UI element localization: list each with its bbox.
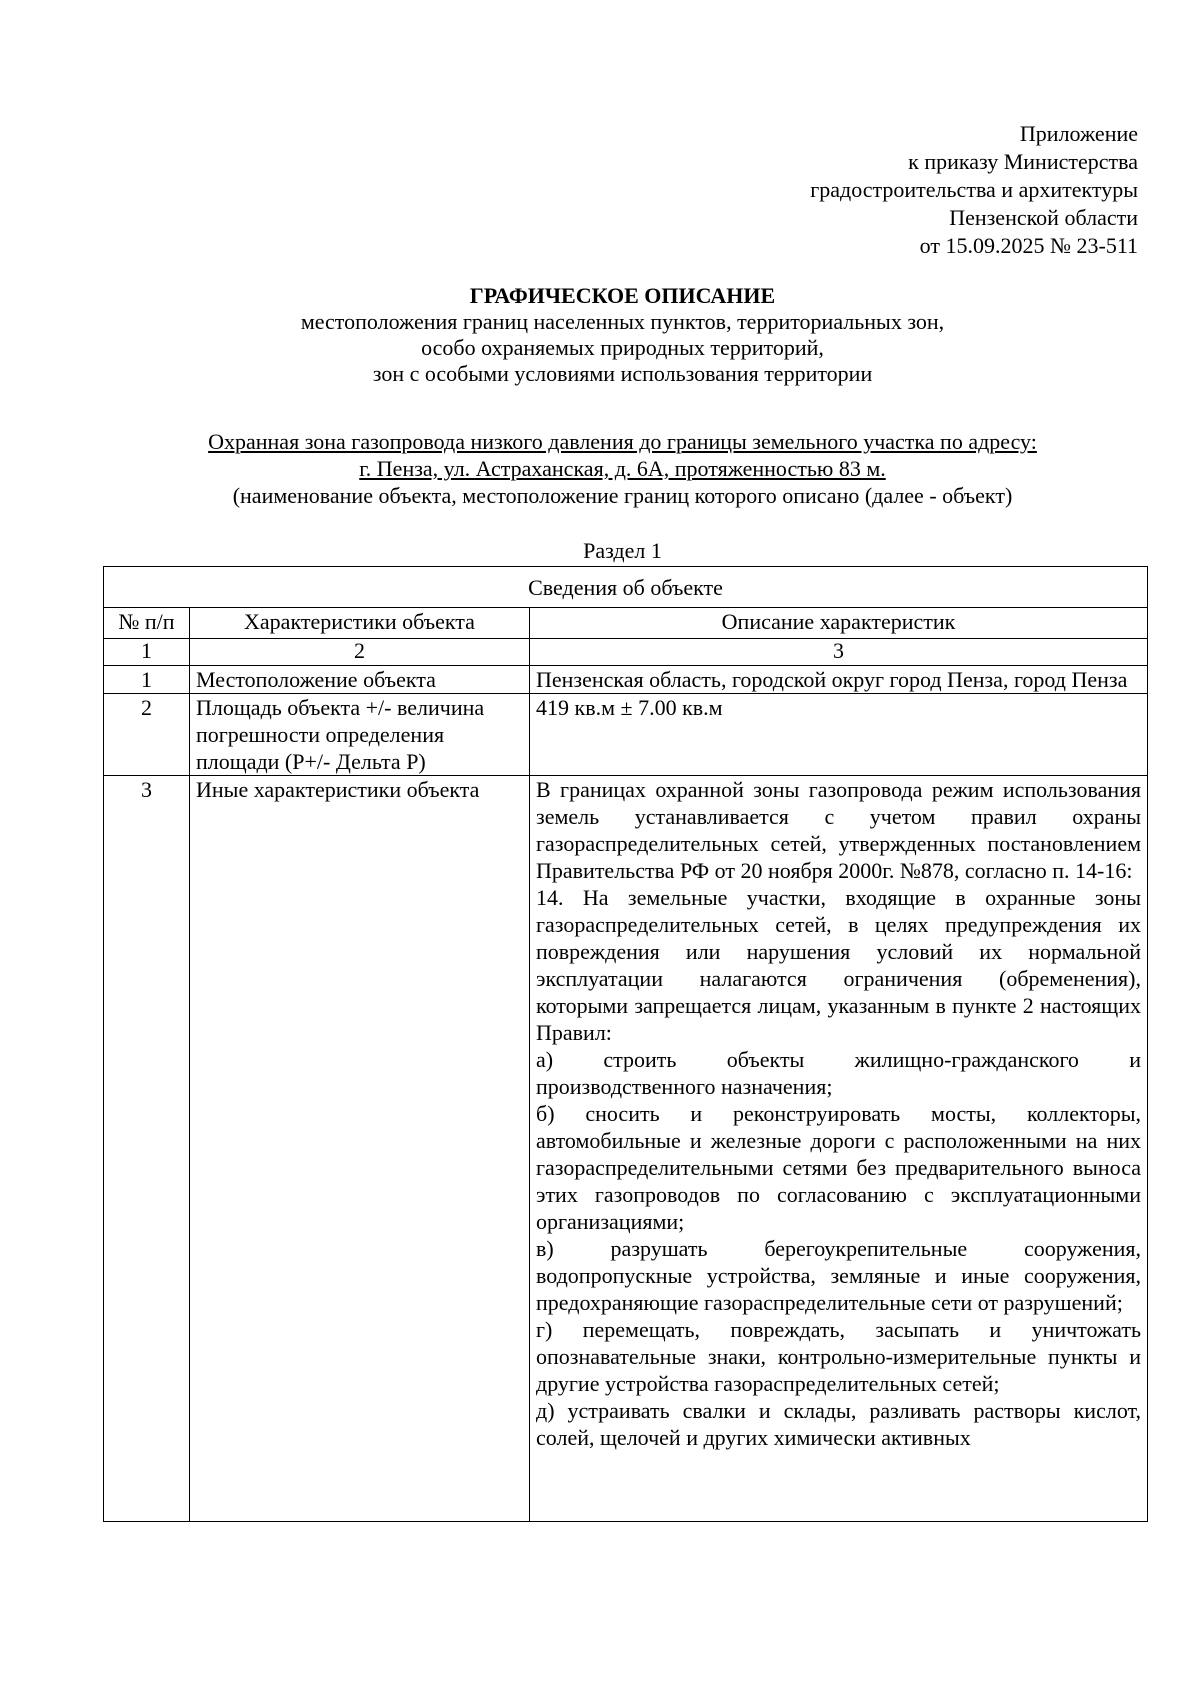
table-row <box>104 666 1148 694</box>
appendix-line: Приложение <box>1019 121 1138 146</box>
row-description: Пензенская область, городской округ город Пенза, город Пенза <box>530 666 1148 694</box>
description-paragraph: В границах охранной зоны газопровода режим использования земель устанавливается с учетом правил охраны газораспределительных сетей, утвержденных постановлением Правительства РФ от 20 ноября 2000г. №878, согласно п. 14-16: <box>536 777 1141 883</box>
row-description <box>530 776 1148 1522</box>
column-number: 3 <box>530 639 1148 666</box>
column-number: 1 <box>104 639 190 666</box>
column-number-row <box>104 639 1148 666</box>
header-characteristic: Характеристики объекта <box>190 608 530 639</box>
row-characteristic: Местоположение объекта <box>190 666 530 694</box>
object-name-line: Охранная зона газопровода низкого давления до границы земельного участка по адресу: <box>208 429 1037 454</box>
appendix-line: Пензенской области <box>949 205 1138 230</box>
description-paragraph: г) перемещать, повреждать, засыпать и уничтожать опознавательные знаки, контрольно-измерительные пункты и другие устройства газораспределительных сетей; <box>536 1317 1141 1396</box>
document-title <box>100 283 1145 387</box>
table-row <box>104 694 1148 776</box>
table-caption-row <box>104 567 1148 608</box>
object-info-table <box>103 566 1148 1522</box>
row-num: 1 <box>104 666 190 694</box>
title-line: особо охраняемых природных территорий, <box>421 335 824 360</box>
object-name-note: (наименование объекта, местоположение границ которого описано (далее - объект) <box>232 483 1013 508</box>
table-caption: Сведения об объекте <box>104 567 1148 608</box>
section-label: Раздел 1 <box>583 538 662 563</box>
description-paragraph: б) сносить и реконструировать мосты, коллекторы, автомобильные и железные дороги с расположенными на них газораспределительными сетями без предварительного выноса этих газопроводов по согласованию с эксплуатационными организациями; <box>536 1101 1141 1234</box>
title-line: местоположения границ населенных пунктов, территориальных зон, <box>300 309 945 334</box>
title-line: зон с особыми условиями использования территории <box>372 361 873 386</box>
row-num: 3 <box>104 776 190 1522</box>
appendix-header <box>810 120 1138 260</box>
column-number: 2 <box>190 639 530 666</box>
header-description: Описание характеристик <box>530 608 1148 639</box>
row-num: 2 <box>104 694 190 776</box>
title-main: ГРАФИЧЕСКОЕ ОПИСАНИЕ <box>469 283 776 308</box>
description-paragraph: 14. На земельные участки, входящие в охранные зоны газораспределительных сетей, в целях предупреждения их повреждения или нарушения условий их нормальной эксплуатации налагаются ограничения (обременения), которыми запрещается лицам, указанным в пункте 2 настоящих Правил: <box>536 885 1141 1045</box>
row-description: 419 кв.м ± 7.00 кв.м <box>530 694 1148 776</box>
appendix-line: от 15.09.2025 № 23-511 <box>919 233 1138 258</box>
description-paragraph: д) устраивать свалки и склады, разливать растворы кислот, солей, щелочей и других химически активных <box>536 1398 1141 1450</box>
appendix-line: к приказу Министерства <box>908 149 1138 174</box>
description-paragraph: в) разрушать берегоукрепительные сооружения, водопропускные устройства, земляные и иные сооружения, предохраняющие газораспределительные сети от разрушений; <box>536 1236 1141 1315</box>
table-header-row <box>104 608 1148 639</box>
table-row <box>104 776 1148 1522</box>
appendix-line: градостроительства и архитектуры <box>810 177 1138 202</box>
object-name-line: г. Пенза, ул. Астраханская, д. 6А, протяженностью 83 м. <box>359 456 886 481</box>
object-name-block <box>100 428 1145 509</box>
description-paragraph: а) строить объекты жилищно-гражданского и производственного назначения; <box>536 1047 1141 1099</box>
row-characteristic: Иные характеристики объекта <box>190 776 530 1522</box>
header-num: № п/п <box>104 608 190 639</box>
row-characteristic: Площадь объекта +/- величина погрешности определения площади (P+/- Дельта P) <box>190 694 530 776</box>
